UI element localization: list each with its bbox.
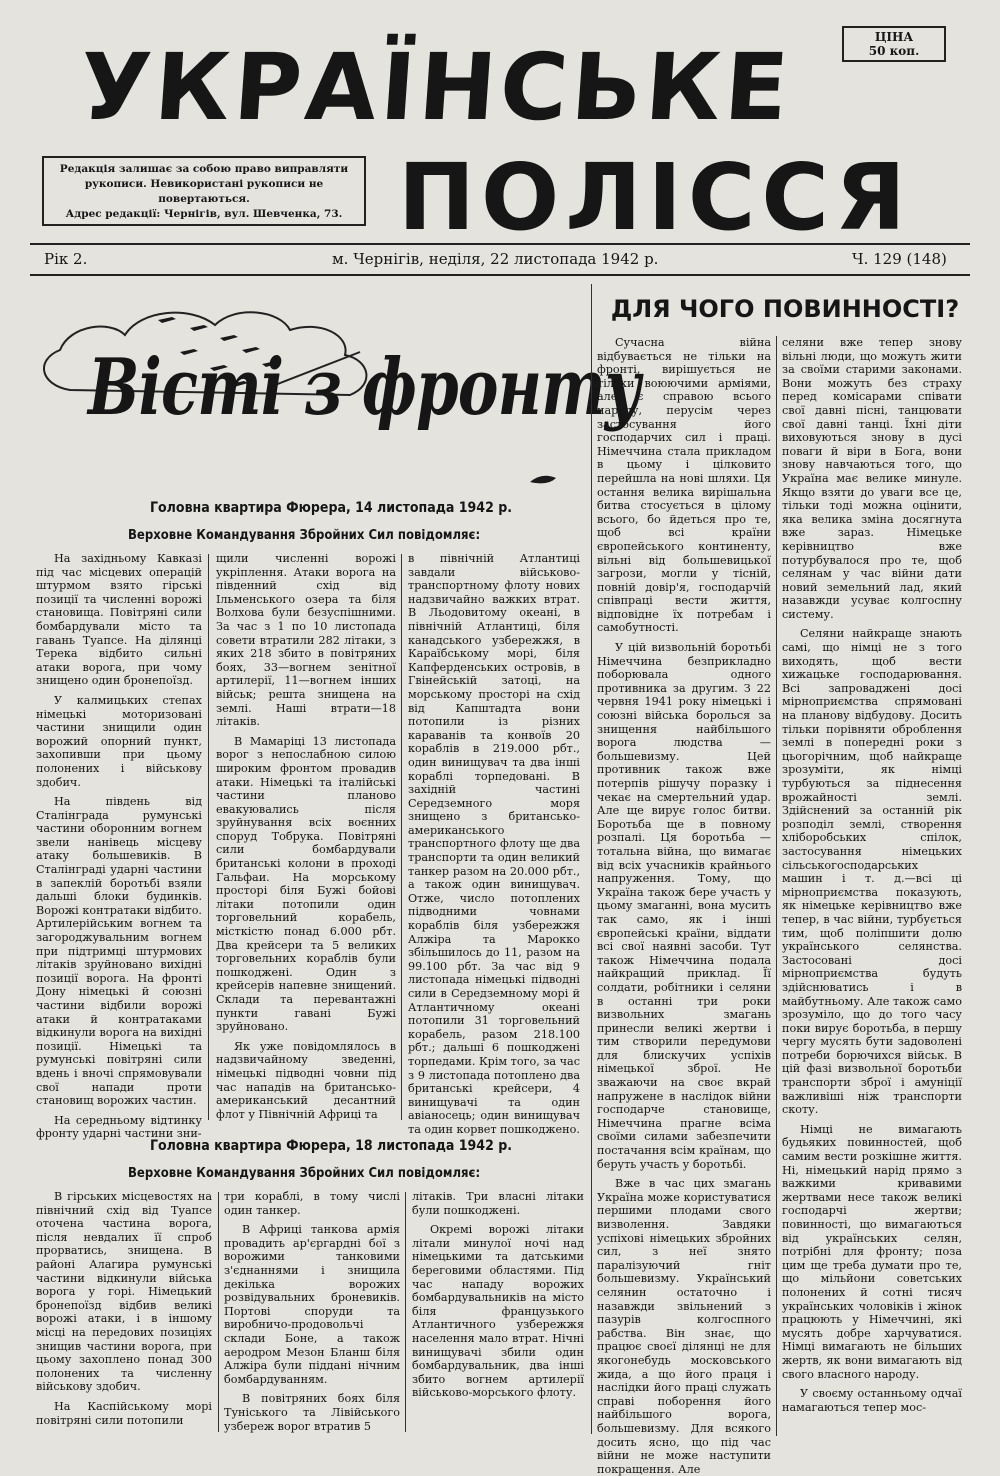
paragraph: У цій визвольній боротьбі Німеччина безприкладно поборювала одного противника за другим. З 22 червня 1941 року німецькі і союзні війська боролься за знищення найбільшого ворога людства — большевизму. Цей противник також вже потерпів рішучу поразку і чекає на смертельний удар. Але ще вирує голос битви. Боротьба ще в повному розпалі. Ця боротьба — тотальна війна, що вимагає від всіх учасників крайнього напруження. Тому, що Україна також бере участь у цьому змаганні, вона мусить так само, як і інші європейські країни, віддати всі свої наявні засоби. Тут також Німеччина подала найкращий приклад. Її солдати, робітники і селяни в останні три роки визвольних змагань принесли великі жертви і тим створили передумови для блискучих успіхів німецької зброї. Не зважаючи на своє вкрай напружене в наслідок війни господарче становище, Німеччина прагне всіма своїми силами забезпечити постачання всім країнам, що беруть участь у боротьбі.	[597, 641, 771, 1171]
notice-text: Редакція залишає за собою право виправляти рукописи. Невикористані рукописи не повертаються.	[59, 163, 349, 205]
paragraph: На середньому відтинку фронту ударні частини зни-	[36, 1113, 202, 1141]
report1-column-3	[408, 552, 580, 1136]
paragraph: Сучасна війна відбувається не тільки на фронті, вирішується не тільки воюючими арміями, але є справою всього народу, перусім через застосування його господарчих сил і праці. Німеччина стала прикладом в цьому і цілковито перейшла на нові шляхи. Ця остання велика вирішальна битва стосується в цілому всього, бо йдеться про те, щоб всі країни європейського континенту, вільні від большевицької загрози, могли у тісній, повній довір'я, господарчій співпраці вести життя, відповідне їх потребам і самобутності.	[597, 336, 771, 635]
paragraph: В гірських місцевостях на північний схід від Туапсе оточена частина ворога, після невдалих її спроб прорватись, знищена. В районі Алагира румунські частини відкинули війська ворога у горі. Німецький бронепоїзд відбив великі ворожі атаки, і в іншому місці на передових позиціях знищив частини ворога, при цьому захоплено понад 300 полонених та численну військову здобич.	[36, 1190, 212, 1394]
paragraph: Окремі ворожі літаки літали минулої ночі над німецькими та датськими береговими областями. Під час нападу ворожих бомбардувальників на місто біля французького Атлантичного узбережжя населення мало втрат. Нічні винищувачі збили один бомбардувальник, два інші збито вогнем артилерії військово-морського флоту.	[412, 1223, 584, 1400]
dateline-rule	[30, 274, 970, 276]
column-divider	[218, 1192, 219, 1432]
paragraph: три кораблі, в тому числі один танкер.	[224, 1190, 400, 1217]
column-divider	[405, 1192, 406, 1432]
section-divider	[591, 284, 592, 1434]
paragraph: В Африці танкова армія провадить ар'єргардні бої з ворожими танковими з'єднаннями і знищила декілька ворожих розвідувальних броневиків. Портові споруди та виробничо-продовольчі склади Боне, а також аеродром Мезон Бланш біля Алжіра були піддані нічним бомбардуванням.	[224, 1223, 400, 1386]
paragraph: На південь від Сталінграда румунські частини оборонним вогнем звели нанівець місцеву атаку большевиків. В Сталінграді ударні частини в запеклій боротьбі взяли дальші блоки будинків. Ворожі контратаки відбито. Артилерійським вогнем та загороджувальним вогнем при підтримці штурмових літаків зруйновано вихідні позиції ворога. На фронті Дону німецькі й союзні частини відбили ворожі атаки й контратаками відкинули ворога на вихідні позиції. Німецькі та румунські повітряні сили вдень і вночі спрямовували свої напади проти становищ ворожих частин.	[36, 795, 202, 1108]
column-divider	[401, 554, 402, 1120]
report1-heading: Головна квартира Фюрера, 14 листопада 1942 р.	[150, 500, 513, 516]
top-rule	[30, 243, 970, 245]
paragraph: щили численні ворожі укріплення. Атаки ворога на південний схід від Ільменського озера та біля Волхова були безуспішними. За час з 1 по 10 листопада совети втратили 282 літаки, з яких 218 збито в повітряних боях, 33—вогнем зенітної артилерії, 11—вогнем інших військ; решта знищена на землі. Наші втрати—18 літаків.	[216, 552, 396, 729]
paragraph: У калмицьких степах німецькі моторизовані частини знищили один ворожий опорний пункт, захопивши при цьому полонених і військову здобич.	[36, 693, 202, 789]
masthead-title-line1: УКРАЇНСЬКЕ	[76, 34, 796, 141]
paragraph: На Каспійському морі повітряні сили потопили	[36, 1399, 212, 1427]
paragraph: літаків. Три власні літаки були пошкоджені.	[412, 1190, 584, 1217]
price-label: ЦІНА	[874, 30, 914, 44]
editorial-column-1	[597, 336, 771, 1476]
price-box	[842, 26, 946, 62]
masthead-title-line2: ПОЛІССЯ	[398, 144, 912, 251]
paragraph: Як уже повідомлялось в надзвичайному зведенні, німецькі підводні човни під час нападів на британсько-американський десантний флот у Північній Африці та	[216, 1039, 396, 1121]
paragraph: в північній Атлантиці завдали військово-транспортному флоту нових надзвичайно важких втрат. В Льодовитому океані, в північній Атлантиці, біля канадського узбережжя, в Караїбському морі, біля Капферденських островів, в Гвінейській затоці, на морському просторі на схід від Капштадта вони потопили із різних караванів та конвоїв 20 кораблів в 219.000 рбт., один винищувач та два інші кораблі торпедовані. В західній частині Середземного моря знищено з британсько-американського транспортного флоту ще два транспорти та один великий танкер разом на 20.000 рбт., а також один винищувач. Отже, число потоплених підводними човнами кораблів біля узбережжя Алжіра та Марокко збільшилось до 11, разом на 99.100 рбт. За час від 9 листопада німецькі підводні сили в Середземному морі й Атлантичному океані потопили 31 торговельний корабель, разом 218.100 рбт.; дальші 6 пошкоджені торпедами. Крім того, за час з 9 листопада потоплено два британські крейсери, 4 винищувачі та один авіаносець; один винищувач та один корвет пошкоджено.	[408, 552, 580, 1136]
report2-column-3	[412, 1190, 584, 1434]
paragraph: На західньому Кавказі під час місцевих операцій штурмом взято гірські позиції та численні ворожі становища. Повітряні сили бомбардували місто та гавань Туапсе. На ділянці Терека відбито сильні атаки ворога, при чому знищено один бронепоїзд.	[36, 552, 202, 688]
editorial-notice-box	[42, 156, 366, 226]
price-value: 50 коп.	[868, 44, 920, 58]
paragraph: В Мамаріці 13 листопада ворог з непослабною силою широким фронтом провадив атаки. Німецькі та італійські частини планово евакуювались після зруйнування всіх воєнних споруд Тобрука. Повітряні сили бомбардували британські колони в проході Гальфаи. На морському просторі біля Бужі бойові літаки потопили один торговельний корабель, місткістю понад 6.000 рбт. Два крейсери та 5 великих торговельних кораблів були пошкоджені. Один з крейсерів напевне знищений. Склади та перевантажні пункти гавані Бужі зруйновано.	[216, 734, 396, 1034]
dateline-place-date: м. Чернігів, неділя, 22 листопада 1942 р.	[332, 250, 659, 268]
dateline-year: Рік 2.	[44, 250, 88, 268]
notice-address: Адрес редакції: Чернігів, вул. Шевченка, 73.	[65, 208, 343, 220]
paragraph: У своєму останньому одчаї намагаються тепер мос-	[782, 1387, 962, 1414]
paragraph: Німці не вимагають будьяких повинностей, щоб самим вести розкішне життя. Ні, німецький нарід прямо з важкими кривавими жертвами несе також великі господарчі жертви; повинності, що вимагаються від українських селян, потрібні для фронту; поза цим ще треба думати про те, що мільйони советських полонених й сотні тисяч українських чоловіків і жінок працюють у Німеччині, які мусять добре харчуватися. Німці вимагають не більших жертв, як вони вимагають від свого власного народу.	[782, 1122, 962, 1381]
paragraph: селяни вже тепер знову вільні люди, що можуть жити за своїми старими законами. Вони можуть без страху перед комісарами співати свої давні пісні, танцювати свої давні танці. Їхні діти виховуються знову в дусі поваги й віри в Бога, вони знову навчаються того, що Україна має велике минуле. Якщо взяти до уваги все це, тільки тоді можна оцінити, яка велика зміна досягнута вже зараз. Німецьке керівництво вже потурбувалося про те, щоб селянам у час війни дати новий земельний лад, який назавжди усуває колгоспну систему.	[782, 336, 962, 621]
paragraph: Вже в час цих змагань Україна може користуватися першими плодами свого визволення. Завдяки успіхові німецьких збройних сил, з неї знято паралізуючий гніт большевизму. Український селянин остаточно і назавжди звільнений з пазурів колгоспного рабства. Він знає, що працює своєї ділянці не для якогонебудь московського жида, а що його праця і наслідки його праці служать справі поборення його найбільшого ворога, большевизму. Для всякого досить ясно, що під час війни не може наступити покращення. Але	[597, 1177, 771, 1476]
report1-column-1	[36, 552, 202, 1141]
report2-column-1	[36, 1190, 212, 1434]
editorial-title: ДЛЯ ЧОГО ПОВИННОСТІ?	[610, 295, 960, 323]
editorial-column-2	[782, 336, 962, 1436]
column-divider	[776, 336, 777, 1436]
paragraph: Селяни найкраще знають самі, що німці не з того виходять, щоб вести хижацьке господарювання. Всі запроваджені досі мірноприємства спрямовані на планову відбудову. Досить тільки порівняти оброблення землі в попередні роки з цьогорічним, щоб найкраще зрозуміти, як німці турбуються за піднесення врожайності землі. Здійснений за останній рік розподіл землі, створення хліборобських спілок, застосування німецьких сільськогосподарських машин і т. д.—всі ці мірноприємства показують, як німецьке керівництво вже тепер, в час війни, турбується тим, щоб поліпшити долю українського селянства. Застосовані досі мірноприємства будуть здійснюватись і в майбутньому. Але також само зрозуміло, що до того часу поки вирує боротьба, в першу чергу мусять бути задоволені потреби борючихся військ. В цій фазі визвольної боротьби транспорти зброї і амуніції важливіші ніж транспорти скоту.	[782, 627, 962, 1117]
report1-subheading: Верховне Командування Збройних Сил повідомляє:	[128, 528, 481, 543]
dateline-issue-number: Ч. 129 (148)	[852, 250, 947, 268]
report2-column-2	[224, 1190, 400, 1434]
column-divider	[208, 554, 209, 1120]
report1-column-2	[216, 552, 396, 1120]
report2-subheading: Верховне Командування Збройних Сил повідомляє:	[128, 1166, 481, 1181]
front-news-title: Вісті з фронту	[88, 342, 641, 433]
report2-heading: Головна квартира Фюрера, 18 листопада 1942 р.	[150, 1138, 513, 1154]
paragraph: В повітряних боях біля Туніського та Лівійського узбереж ворог втратив 5	[224, 1392, 400, 1433]
